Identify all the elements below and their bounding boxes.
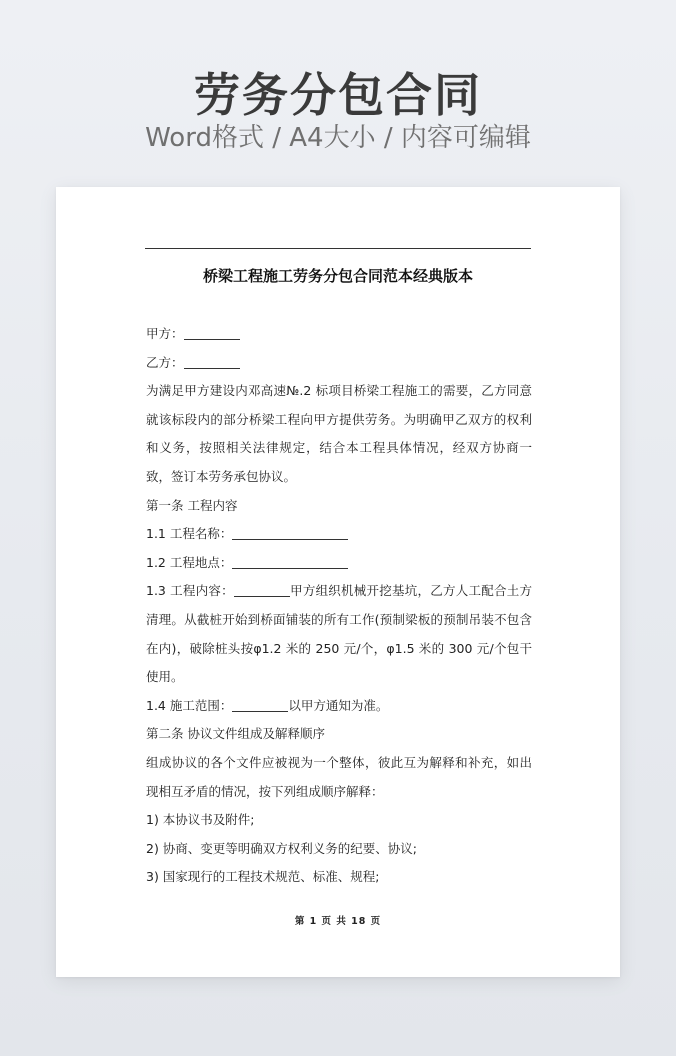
- banner-title: 劳务分包合同: [194, 68, 482, 122]
- banner-subtitle: Word格式 / A4大小 / 内容可编辑: [145, 123, 531, 153]
- item-1-3-text: 甲方组织机械开挖基坑，乙方人工配合土方清理。从截桩开始到桥面铺装的所有工作(预制梁板的预制吊装不包含在内)，破除桩头按φ1.2 米的 250 元/个，φ1.5 米的 300 元/个包干使用。: [146, 583, 532, 685]
- party-a-label: 甲方：: [146, 326, 184, 341]
- party-b-blank: [184, 354, 240, 369]
- project-name-blank: [232, 525, 348, 540]
- article1-heading: 第一条 工程内容: [146, 497, 238, 513]
- party-b-label: 乙方：: [146, 354, 184, 370]
- project-location-blank: [232, 554, 348, 569]
- list-item: 3) 国家现行的工程技术规范、标准、规程;: [146, 869, 380, 885]
- party-b-line: [146, 349, 532, 378]
- document-title: 桥梁工程施工劳务分包合同范本经典版本: [202, 267, 473, 285]
- party-a-blank: [184, 325, 240, 340]
- scope-blank: [232, 697, 288, 712]
- document-body: [146, 320, 532, 892]
- item-1-4: [146, 692, 532, 721]
- party-a-line: [146, 320, 532, 349]
- item-1-2-label: 1.2 工程地点：: [146, 554, 233, 570]
- document-page: [56, 187, 620, 977]
- list-item: 2) 协商、变更等明确双方权利义务的纪要、协议;: [146, 840, 418, 856]
- item-1-1-label: 1.1 工程名称：: [146, 526, 233, 542]
- item-1-3: [146, 577, 532, 691]
- project-content-blank: [234, 582, 290, 597]
- item-1-4-label: 1.4 施工范围：: [146, 697, 233, 713]
- article2-paragraph: 组成协议的各个文件应被视为一个整体，彼此互为解释和补充，如出现相互矛盾的情况，按下列组成顺序解释：: [146, 754, 532, 799]
- item-1-4-text: 以甲方通知为准。: [288, 697, 389, 713]
- intro-paragraph: 为满足甲方建设内邓高速№.2 标项目桥梁工程施工的需要，乙方同意就该标段内的部分桥梁工程向甲方提供劳务。为明确甲乙双方的权利和义务，按照相关法律规定，结合本工程具体情况，经双方协商一致，签订本劳务承包协议。: [146, 383, 532, 484]
- article2-heading: 第二条 协议文件组成及解释顺序: [146, 726, 325, 742]
- header-rule: [145, 248, 531, 249]
- item-1-2: [146, 549, 532, 578]
- list-item: 1) 本协议书及附件;: [146, 812, 255, 828]
- item-1-3-label: 1.3 工程内容：: [146, 583, 234, 599]
- page-number: 第 1 页 共 18 页: [294, 916, 382, 927]
- item-1-1: [146, 520, 532, 549]
